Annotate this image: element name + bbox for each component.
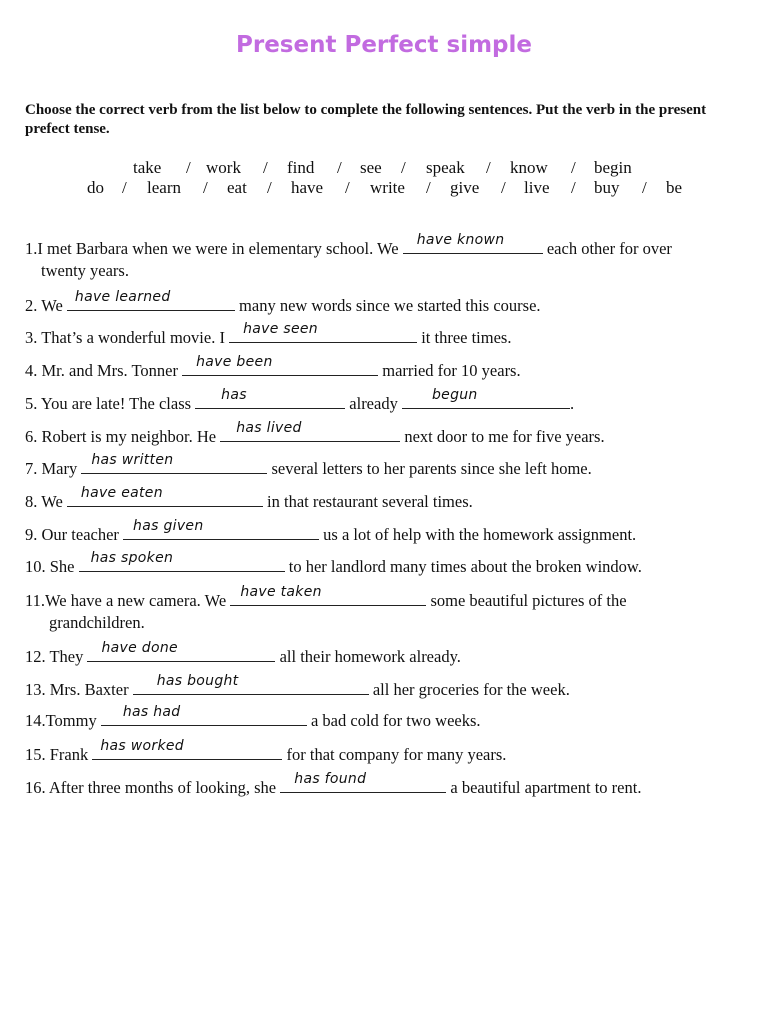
question-text: us a lot of help with the homework assignment. bbox=[319, 525, 637, 544]
handwritten-answer: has found bbox=[294, 771, 367, 787]
answer-blank[interactable] bbox=[133, 673, 369, 695]
handwritten-answer: have done bbox=[101, 640, 178, 656]
question-text: 4. Mr. and Mrs. Tonner bbox=[25, 361, 183, 380]
question-text: to her landlord many times about the broken window. bbox=[284, 557, 642, 576]
handwritten-answer: has bought bbox=[156, 673, 239, 689]
question-11-continuation: grandchildren. bbox=[49, 613, 145, 632]
word-separator: / bbox=[122, 178, 127, 197]
handwritten-answer: has bbox=[221, 387, 247, 403]
question-text: 6. Robert is my neighbor. He bbox=[25, 427, 221, 446]
word-separator: / bbox=[186, 158, 191, 177]
word-item: do bbox=[87, 178, 104, 197]
question-text: each other for over bbox=[542, 239, 672, 258]
question-text: all their homework already. bbox=[275, 647, 461, 666]
answer-blank[interactable] bbox=[195, 387, 345, 409]
answer-blank[interactable] bbox=[101, 704, 307, 726]
word-item: know bbox=[510, 158, 548, 177]
word-separator: / bbox=[337, 158, 342, 177]
question-10 bbox=[25, 550, 642, 578]
word-separator: / bbox=[642, 178, 647, 197]
instructions: Choose the correct verb from the list below to complete the following sentences. Put the verb in the present prefect tense. bbox=[25, 102, 707, 137]
question-8 bbox=[25, 485, 473, 513]
handwritten-answer: has had bbox=[122, 704, 181, 720]
question-1-continuation: twenty years. bbox=[41, 261, 129, 280]
word-separator: / bbox=[267, 178, 272, 197]
word-item: write bbox=[370, 178, 405, 197]
handwritten-answer: begun bbox=[431, 387, 478, 403]
question-text: all her groceries for the week. bbox=[368, 680, 570, 699]
question-12 bbox=[25, 640, 461, 668]
word-separator: / bbox=[486, 158, 491, 177]
question-text: 3. That’s a wonderful movie. I bbox=[25, 328, 230, 347]
word-separator: / bbox=[401, 158, 406, 177]
question-text: 5. You are late! The class bbox=[25, 394, 196, 413]
word-separator: / bbox=[203, 178, 208, 197]
handwritten-answer: have learned bbox=[74, 289, 171, 305]
question-3 bbox=[25, 321, 512, 349]
word-item: buy bbox=[594, 178, 620, 197]
answer-blank[interactable] bbox=[67, 289, 235, 311]
question-text: 1.I met Barbara when we were in elementary school. We bbox=[25, 239, 403, 258]
question-text: 13. Mrs. Baxter bbox=[25, 680, 133, 699]
word-separator: / bbox=[263, 158, 268, 177]
question-text: 2. We bbox=[25, 296, 67, 315]
answer-blank-2[interactable] bbox=[402, 387, 570, 409]
question-text: it three times. bbox=[417, 328, 512, 347]
question-text: some beautiful pictures of the bbox=[426, 591, 627, 610]
question-11 bbox=[25, 584, 627, 612]
handwritten-answer: have eaten bbox=[80, 485, 163, 501]
question-16 bbox=[25, 771, 642, 799]
question-text: a bad cold for two weeks. bbox=[306, 711, 481, 730]
word-separator: / bbox=[571, 158, 576, 177]
question-7 bbox=[25, 452, 592, 480]
handwritten-answer: has worked bbox=[100, 738, 184, 754]
word-item: take bbox=[133, 158, 162, 177]
handwritten-answer: has spoken bbox=[90, 550, 174, 566]
answer-blank[interactable] bbox=[123, 518, 319, 540]
answer-blank[interactable] bbox=[81, 452, 267, 474]
question-14 bbox=[25, 704, 481, 732]
question-text: 11.We have a new camera. We bbox=[25, 591, 231, 610]
question-text: 15. Frank bbox=[25, 745, 93, 764]
word-item: be bbox=[666, 178, 683, 197]
question-text: 10. She bbox=[25, 557, 79, 576]
handwritten-answer: have taken bbox=[240, 584, 322, 600]
page-title: Present Perfect simple bbox=[236, 32, 532, 58]
word-item: learn bbox=[147, 178, 181, 197]
word-item: give bbox=[450, 178, 480, 197]
answer-blank[interactable] bbox=[87, 640, 275, 662]
word-item: find bbox=[287, 158, 315, 177]
question-13 bbox=[25, 673, 570, 701]
answer-blank[interactable] bbox=[92, 738, 282, 760]
question-9 bbox=[25, 518, 637, 546]
question-4 bbox=[25, 354, 521, 382]
question-text: in that restaurant several times. bbox=[262, 492, 473, 511]
question-text: already bbox=[345, 394, 402, 413]
handwritten-answer: have been bbox=[196, 354, 273, 370]
question-5 bbox=[25, 387, 575, 415]
answer-blank[interactable] bbox=[280, 771, 446, 793]
word-separator: / bbox=[501, 178, 506, 197]
question-text: 9. Our teacher bbox=[25, 525, 124, 544]
question-text: 8. We bbox=[25, 492, 67, 511]
question-text: several letters to her parents since she left home. bbox=[267, 459, 592, 478]
answer-blank[interactable] bbox=[182, 354, 378, 376]
question-text: for that company for many years. bbox=[282, 745, 507, 764]
question-text: 14.Tommy bbox=[25, 711, 101, 730]
word-separator: / bbox=[345, 178, 350, 197]
answer-blank[interactable] bbox=[403, 232, 543, 254]
answer-blank[interactable] bbox=[220, 420, 400, 442]
question-text: 7. Mary bbox=[25, 459, 82, 478]
answer-blank[interactable] bbox=[230, 584, 426, 606]
handwritten-answer: has lived bbox=[236, 420, 302, 436]
question-2 bbox=[25, 289, 541, 317]
word-item: have bbox=[291, 178, 324, 197]
question-text: many new words since we started this course. bbox=[234, 296, 541, 315]
question-text: next door to me for five years. bbox=[400, 427, 605, 446]
question-15 bbox=[25, 738, 507, 766]
handwritten-answer: has written bbox=[91, 452, 174, 468]
answer-blank[interactable] bbox=[67, 485, 263, 507]
answer-blank[interactable] bbox=[79, 550, 285, 572]
question-text: married for 10 years. bbox=[378, 361, 521, 380]
question-text: . bbox=[569, 394, 575, 413]
question-text: 12. They bbox=[25, 647, 88, 666]
question-6 bbox=[25, 420, 605, 448]
word-item: see bbox=[360, 158, 382, 177]
word-separator: / bbox=[571, 178, 576, 197]
answer-blank[interactable] bbox=[229, 321, 417, 343]
word-separator: / bbox=[426, 178, 431, 197]
word-item: speak bbox=[426, 158, 465, 177]
question-1 bbox=[25, 232, 672, 260]
word-item: live bbox=[524, 178, 550, 197]
word-item: begin bbox=[594, 158, 632, 177]
word-item: eat bbox=[227, 178, 247, 197]
question-text: 16. After three months of looking, she bbox=[25, 778, 281, 797]
handwritten-answer: have known bbox=[416, 232, 505, 248]
word-item: work bbox=[206, 158, 241, 177]
handwritten-answer: have seen bbox=[243, 321, 318, 337]
handwritten-answer: has given bbox=[133, 518, 204, 534]
question-text: a beautiful apartment to rent. bbox=[446, 778, 642, 797]
